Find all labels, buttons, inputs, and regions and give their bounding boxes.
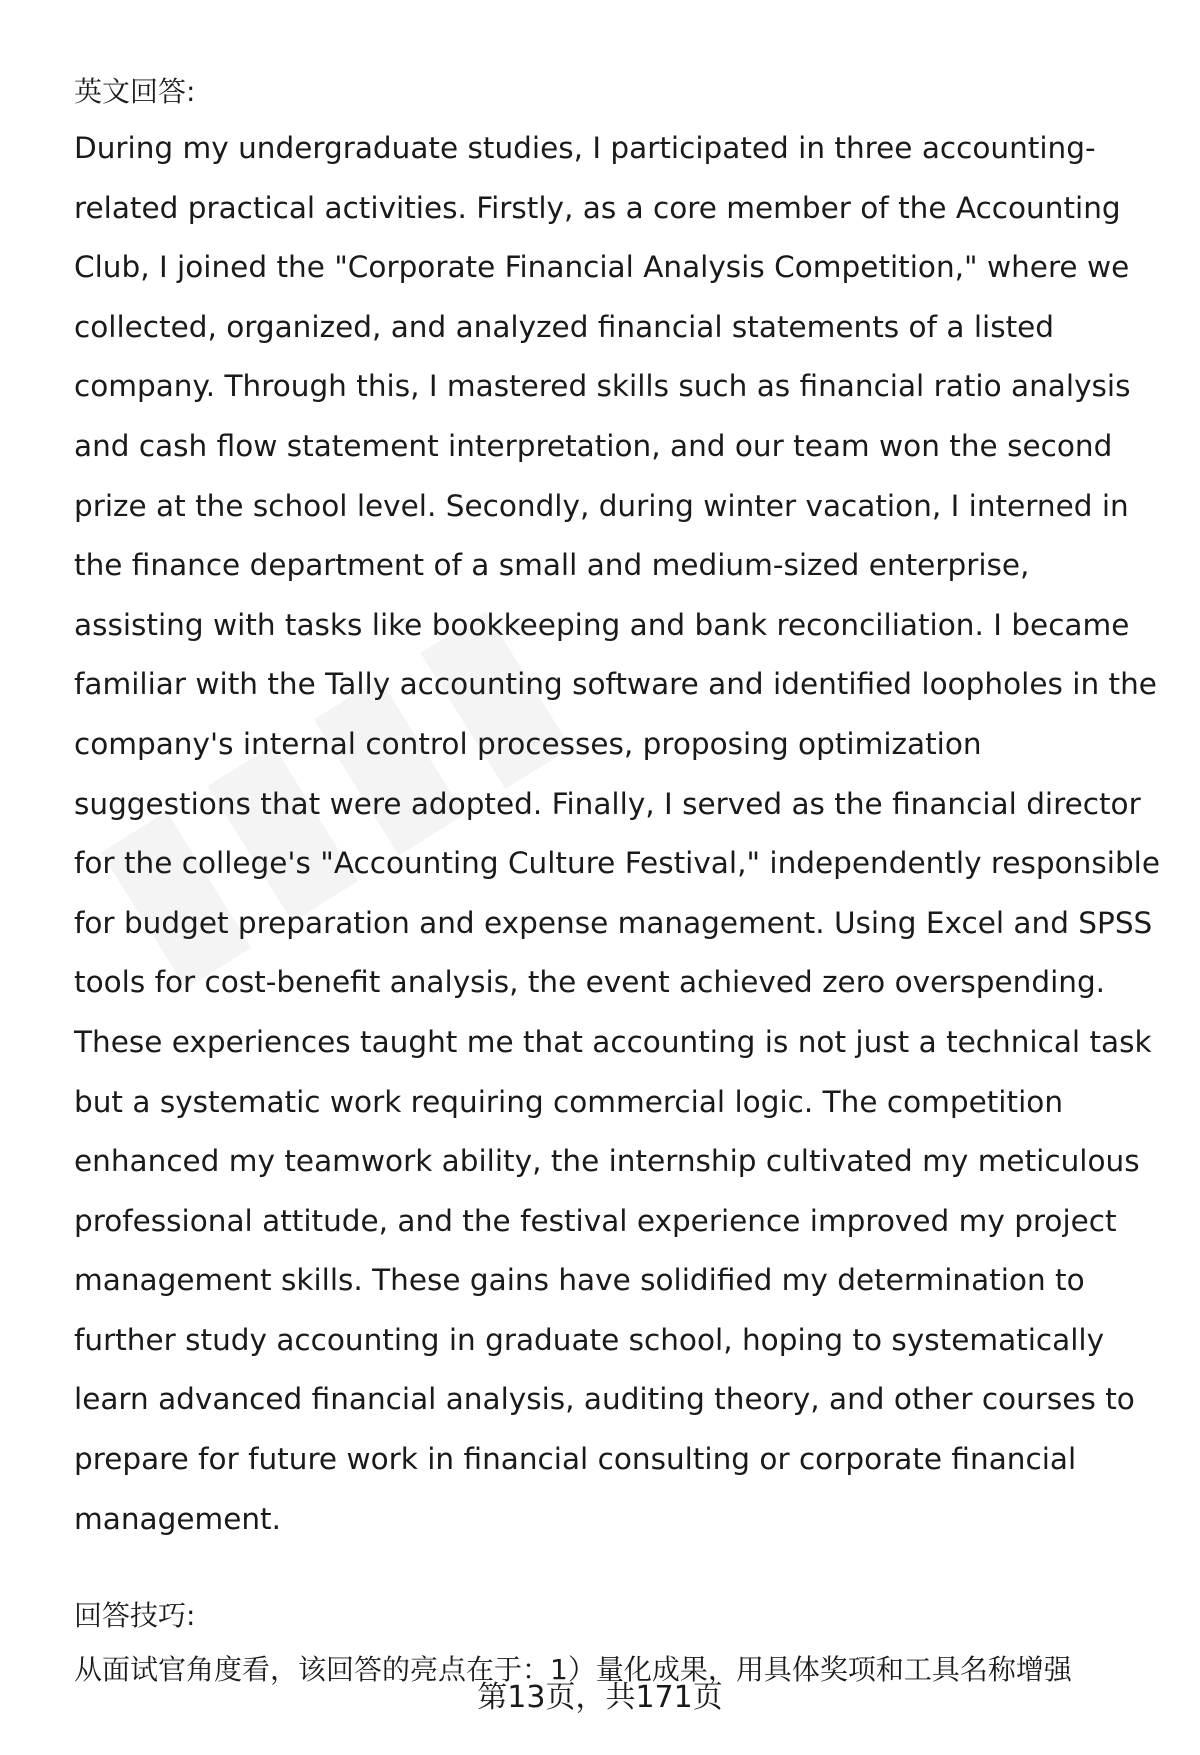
tips-heading: 回答技巧: [74, 1599, 196, 1633]
tips-body: 从面试官角度看，该回答的亮点在于：1）量化成果，用具体奖项和工具名称增强 [74, 1653, 1072, 1687]
page-content [74, 65, 1164, 1697]
page-footer: 第13页，共171页 [477, 1680, 723, 1715]
answer-heading: 英文回答: [74, 75, 196, 108]
answer-body: During my undergraduate studies, I participated in three accounting-related practical activities. Firstly, as a core member of the Accounting Club, I joined the "Corporate Financial Analysis Competition," where we collected, organized, and analyzed financial statements of a listed company. Through this, I mastered skills such as financial ratio analysis and cash flow statement interpretation, and our team won the second prize at the school level. Secondly, during winter vacation, I interned in the finance department of a small and medium-sized enterprise, assisting with tasks like bookkeeping and bank reconciliation. I became familiar with the Tally accounting software and identified loopholes in the company's internal control processes, proposing optimization suggestions that were adopted. Finally, I served as the financial director for the college's "Accounting Culture Festival," independently responsible for budget preparation and expense management. Using Excel and SPSS tools for cost-benefit analysis, the event achieved zero overspending. These experiences taught me that accounting is not just a technical task but a systematic work requiring commercial logic. The competition enhanced my teamwork ability, the internship cultivated my meticulous professional attitude, and the festival experience improved my project management skills. These gains have solidified my determination to further study accounting in graduate school, hoping to systematically learn advanced financial analysis, auditing theory, and other courses to prepare for future work in financial consulting or corporate financial management. [74, 131, 1161, 1536]
